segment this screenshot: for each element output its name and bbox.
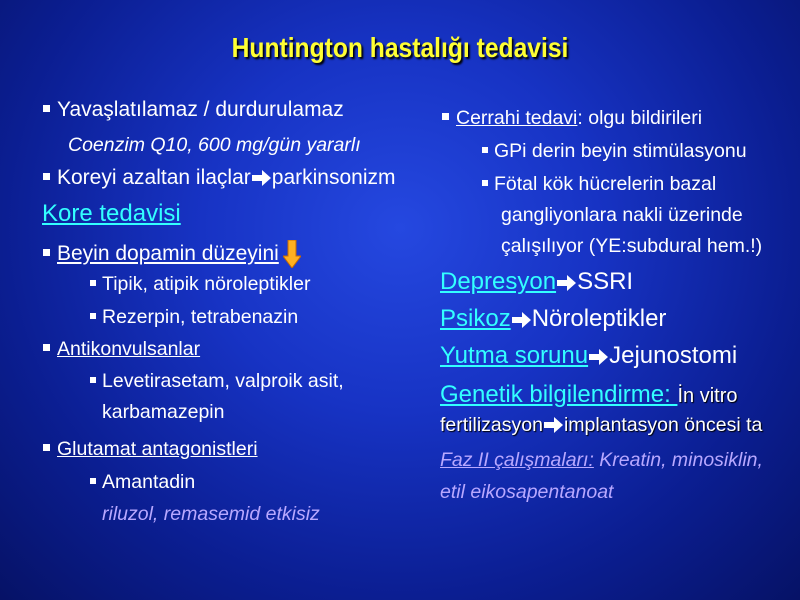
sub-rezerpin: Rezerpin, tetrabenazin — [90, 306, 298, 329]
riluzol-note: riluzol, remasemid etkisiz — [102, 503, 320, 525]
bullet-square-icon — [482, 180, 488, 186]
bullet-cerrahi-tedavi: Cerrahi tedavi: olgu bildirileri — [442, 107, 702, 130]
bullet-square-icon — [90, 478, 96, 484]
fertilizasyon-line: fertilizasyon implantasyon öncesi ta — [440, 414, 763, 436]
bullet-square-icon — [90, 377, 96, 383]
right-arrow-icon — [544, 417, 563, 433]
bullet-square-icon — [43, 173, 50, 180]
sub-gpi: GPi derin beyin stimülasyonu — [482, 140, 747, 163]
kore-tedavisi-heading: Kore tedavisi — [42, 200, 181, 227]
bullet-yavaslatilamaz: Yavaşlatılamaz / durdurulamaz — [43, 98, 344, 122]
sub-karbamazepin: karbamazepin — [102, 401, 225, 423]
faz-ii-line-2: etil eikosapentanoat — [440, 481, 614, 503]
right-arrow-icon — [589, 349, 608, 365]
bullet-koreyi-azaltan: Koreyi azaltan ilaçlar parkinsonizm — [43, 166, 395, 190]
sub-tipik-atipik: Tipik, atipik nöroleptikler — [90, 273, 310, 296]
bullet-square-icon — [43, 344, 50, 351]
depresyon-line: Depresyon SSRI — [440, 268, 634, 295]
down-arrow-icon — [283, 240, 301, 268]
bullet-antikonvulsanlar: Antikonvulsanlar — [43, 338, 200, 361]
sub-levetirasetam: Levetirasetam, valproik asit, — [90, 370, 344, 393]
bullet-square-icon — [90, 280, 96, 286]
bullet-square-icon — [482, 147, 488, 153]
bullet-square-icon — [43, 444, 50, 451]
psikoz-line: Psikoz Nöroleptikler — [440, 305, 667, 332]
fotal-line-2: gangliyonlara nakli üzerinde — [501, 204, 743, 226]
coenzim-note: Coenzim Q10, 600 mg/gün yararlı — [68, 134, 361, 156]
right-arrow-icon — [252, 170, 271, 186]
sub-amantadin: Amantadin — [90, 471, 195, 494]
faz-ii-line: Faz II çalışmaları: Kreatin, minosiklin, — [440, 449, 763, 471]
bullet-square-icon — [43, 105, 50, 112]
slide-title: Huntington hastalığı tedavisi — [231, 32, 569, 63]
genetik-line: Genetik bilgilendirme: İn vitro — [440, 381, 738, 408]
bullet-glutamat: Glutamat antagonistleri — [43, 438, 258, 461]
fotal-line-3: çalışılıyor (YE:subdural hem.!) — [501, 235, 763, 257]
bullet-square-icon — [43, 249, 50, 256]
right-arrow-icon — [557, 275, 576, 291]
yutma-line: Yutma sorunu Jejunostomi — [440, 342, 738, 369]
bullet-dopamin: Beyin dopamin düzeyini — [43, 240, 301, 268]
sub-fotal-kok: Fötal kök hücrelerin bazal — [482, 173, 716, 196]
right-arrow-icon — [512, 312, 531, 328]
bullet-square-icon — [442, 113, 449, 120]
bullet-square-icon — [90, 313, 96, 319]
